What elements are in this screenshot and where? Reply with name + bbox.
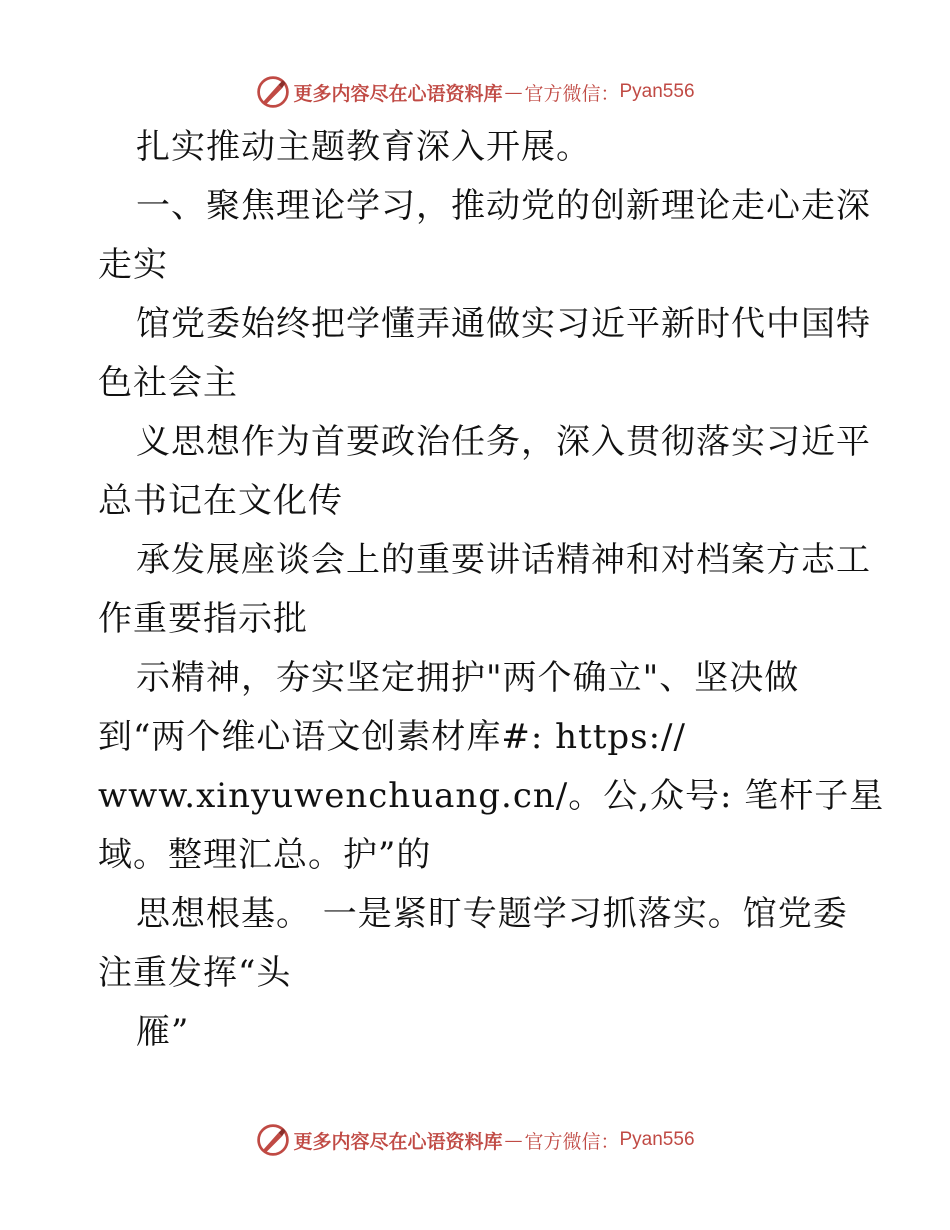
text-line: 承发展座谈会上的重要讲话精神和对档案方志工: [136, 540, 871, 580]
banner-separator: —: [504, 1129, 523, 1151]
banner-wechat-id: Pyan556: [619, 1129, 695, 1150]
pen-logo-icon: [255, 1122, 291, 1158]
text-line: 走实: [98, 245, 168, 285]
text-line: 义思想作为首要政治任务，深入贯彻落实习近平: [136, 422, 871, 462]
text-line: 作重要指示批: [98, 599, 308, 639]
banner-wechat-id: Pyan556: [619, 81, 695, 102]
banner-wechat-label: 官方微信：: [524, 1130, 620, 1153]
banner-main-text: 更多内容尽在心语资料库: [293, 1130, 503, 1153]
text-line: 思想根基。 一是紧盯专题学习抓落实。馆党委: [136, 894, 848, 934]
text-line: 色社会主: [98, 363, 238, 403]
text-line: www.xinyuwenchuang.cn/。公,众号: 笔杆子星: [98, 776, 885, 816]
text-line: 示精神，夯实坚定拥护"两个确立"、坚决做: [136, 658, 800, 698]
footer-banner: [0, 1118, 950, 1162]
pen-logo-icon: [255, 74, 291, 110]
text-line: 馆党委始终把学懂弄通做实习近平新时代中国特: [136, 304, 871, 344]
text-line: 总书记在文化传: [98, 481, 343, 521]
text-line: 注重发挥“头: [98, 953, 292, 993]
text-line: 一、聚焦理论学习，推动党的创新理论走心走深: [136, 186, 871, 226]
text-line: 域。整理汇总。护”的: [98, 835, 432, 875]
text-line: 雁”: [136, 1012, 190, 1052]
header-banner: [0, 70, 950, 114]
text-line: 到“两个维心语文创素材库#: https://: [98, 717, 686, 757]
banner-main-text: 更多内容尽在心语资料库: [293, 82, 503, 105]
banner-separator: —: [504, 81, 523, 103]
banner-wechat-label: 官方微信：: [524, 82, 620, 105]
document-body: [98, 118, 885, 1062]
text-line: 扎实推动主题教育深入开展。: [136, 127, 591, 167]
